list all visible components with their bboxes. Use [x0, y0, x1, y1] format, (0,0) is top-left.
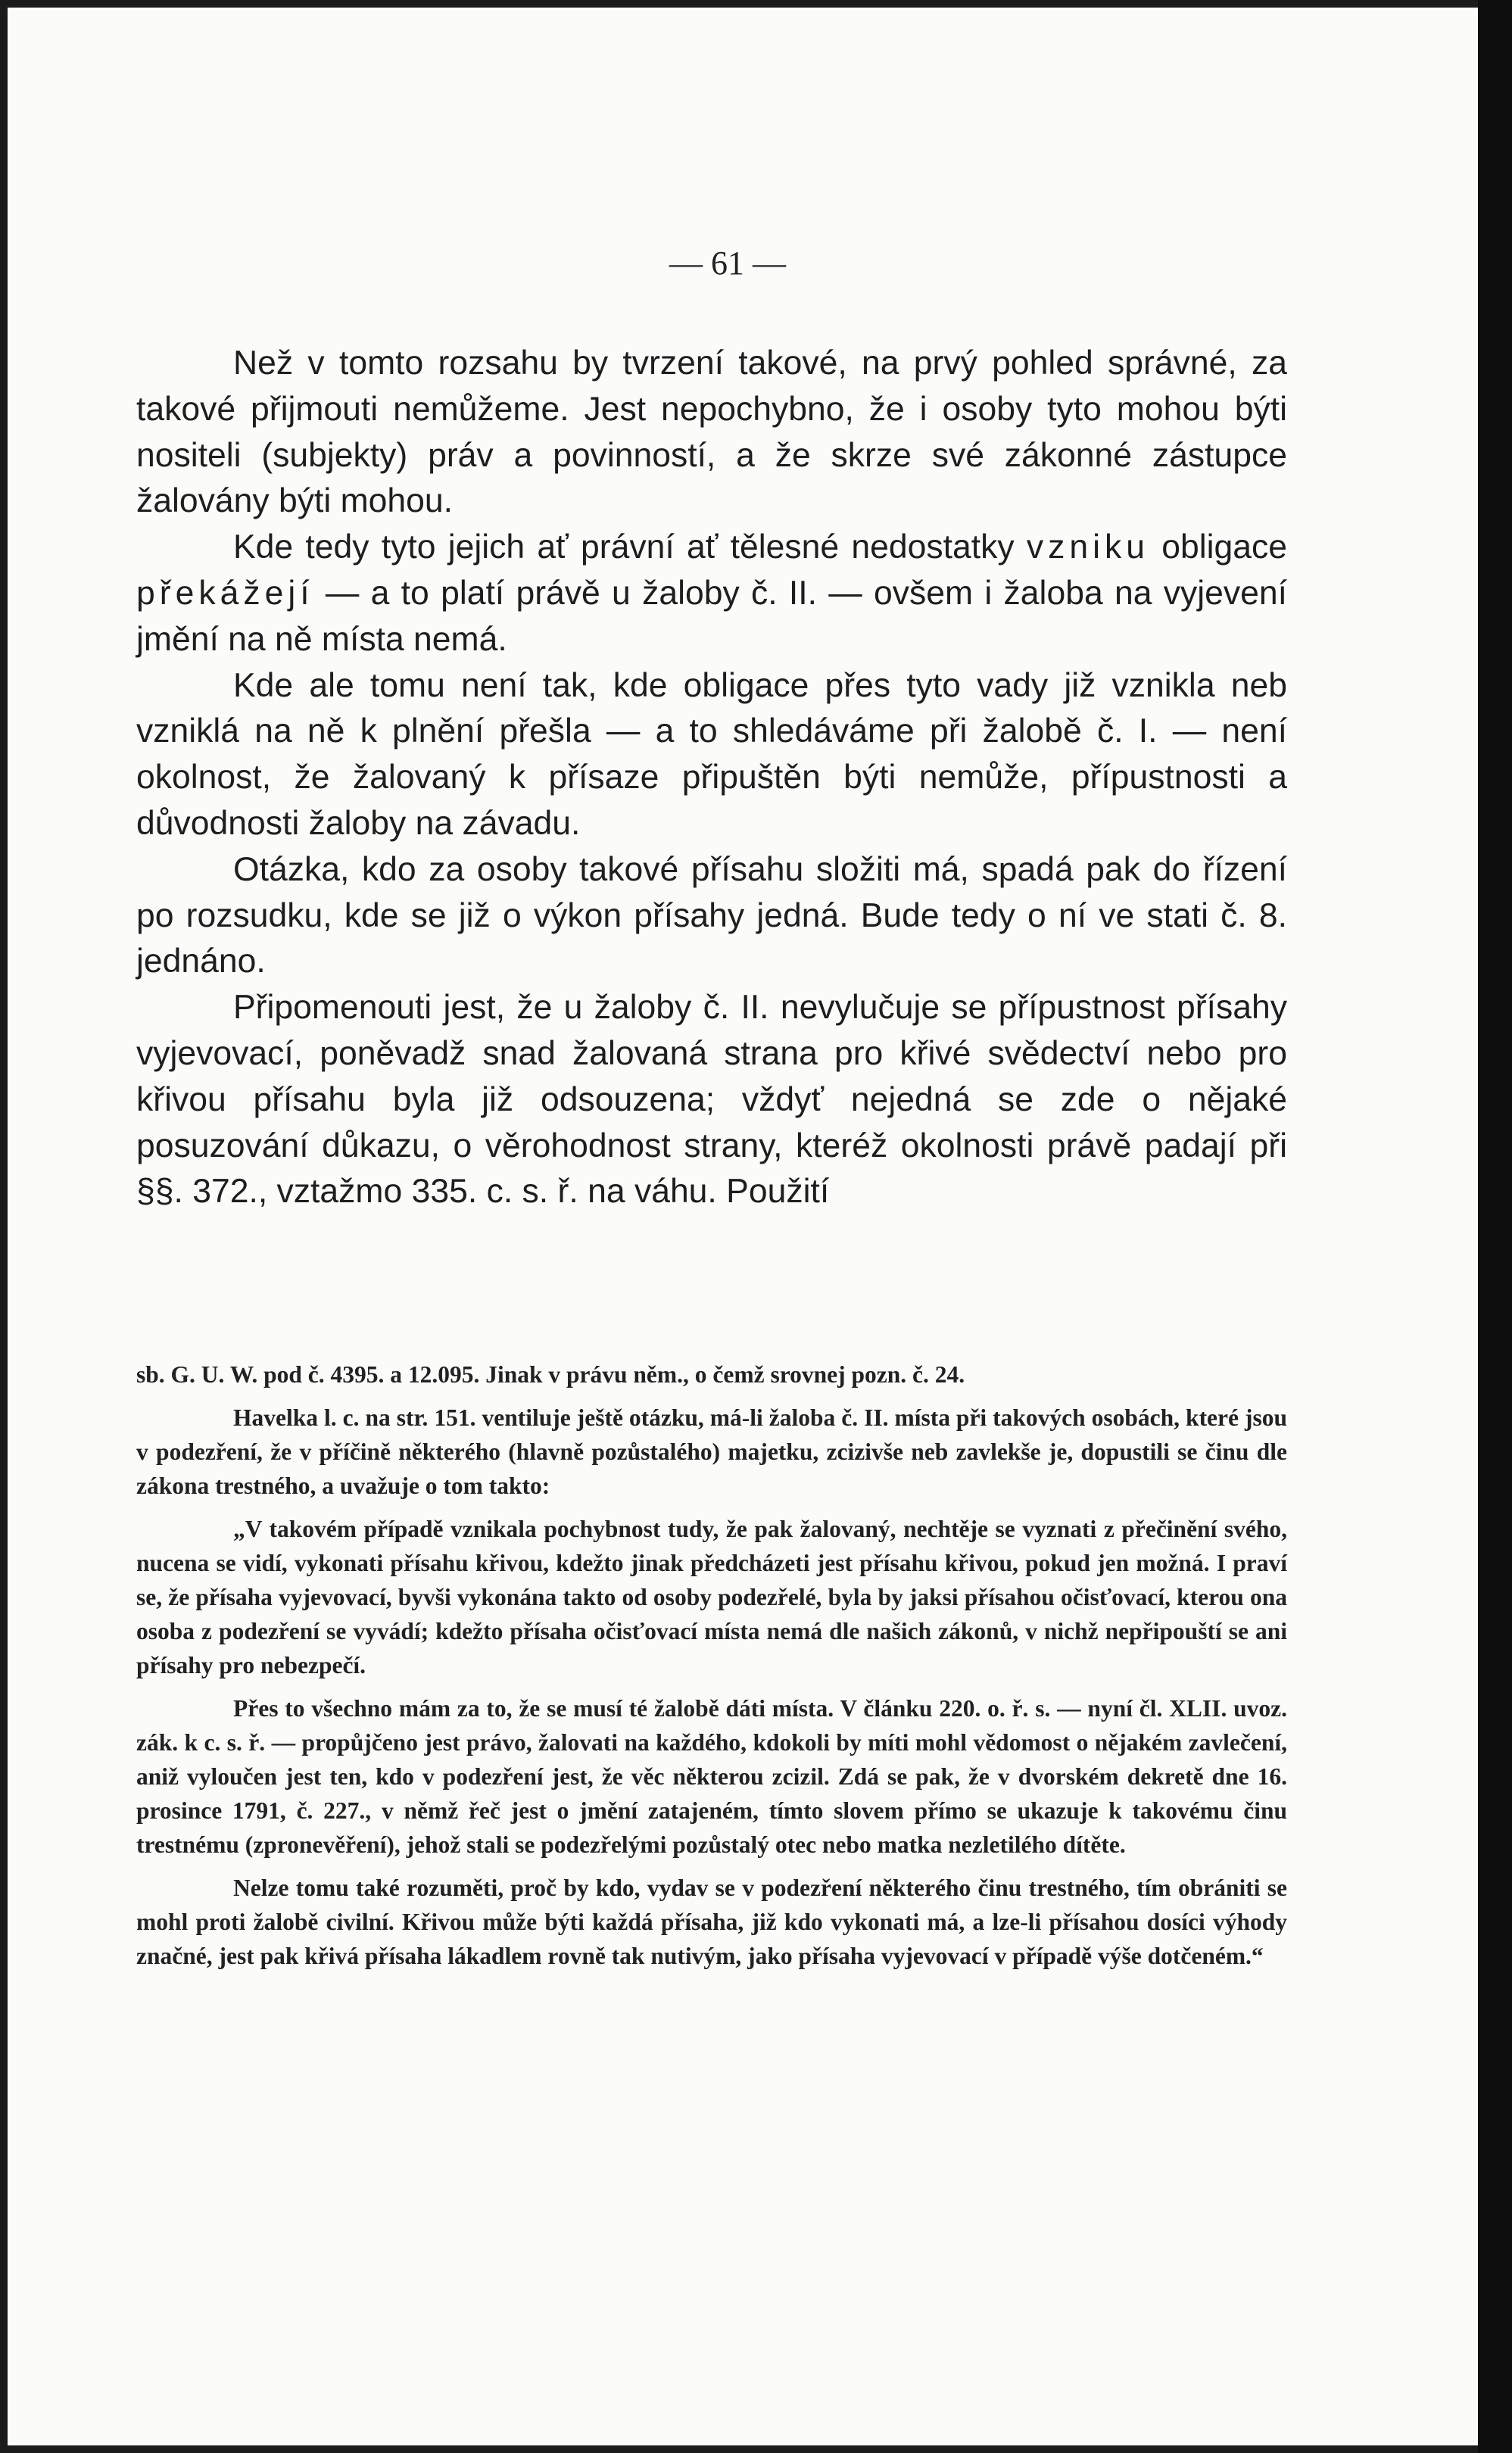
footnote-paragraph: Nelze tomu také rozuměti, proč by kdo, vydav se v podezření některého činu trestného, tím obrániti se mohl proti žalobě civilní. Křivou může býti každá přísaha, již kdo vykonati má, a lze-li přísahou dosíci výhody značné, jest pak křivá přísaha lákadlem rovně tak nutivým, jako přísaha vyjevovací v případě výše dotčeném.“ [136, 1875, 1287, 1969]
page-number: — 61 — [669, 245, 786, 282]
footnote-paragraph: Havelka l. c. na str. 151. ventiluje ještě otázku, má-li žaloba č. II. místa při takových osobách, které jsou v podezření, že v příčině některého (hlavně pozůstalého) majetku, zcizivše neb zavlekše je, dopustili se činu dle zákona trestného, a uvažuje o tom takto: [136, 1404, 1287, 1499]
emphasis-spaced: překážejí [136, 574, 314, 612]
footnote-paragraph: Přes to všechno mám za to, že se musí té žalobě dáti místa. V článku 220. o. ř. s. — nyní čl. XLII. uvoz. zák. k c. s. ř. — propůjčeno jest právo, žalovati na každého, kdokoli by míti mohl vědomost o nějakém zavlečení, aniž vyloučen jest ten, kdo v podezření jest, že věc některou zcizil. Zdá se pak, že v dvorském dekretě dne 16. prosince 1791, č. 227., v němž řeč jest o jmění zatajeném, tímto slovem přímo se ukazuje k takovému činu trestnému (zpronevěření), jehož stali se podezřelými pozůstalý otec nebo matka nezletilého dítěte. [136, 1695, 1287, 1858]
scan-border [1478, 0, 1512, 2453]
footnote-quote: „V takovém případě vznikala pochybnost tudy, že pak žalovaný, nechtěje se vyznati z přečinění svého, nucena se vidí, vykonati přísahu křivou, kdežto jinak předcházeti jest přísahu křivou, pokud jen možná. I praví se, že přísaha vyjevovací, byvši vykonána takto od osoby podezřelé, byla by jaksi přísahou očisťovací, kterou ona osoba z podezření se vyvádí; kdežto přísaha očisťovací místa nemá dle našich zákonů, v nichž nepřipouští se ani přísahy pro nebezpečí. [136, 1516, 1287, 1678]
emphasis-spaced: vzniku [1026, 528, 1149, 566]
paragraph: Otázka, kdo za osoby takové přísahu složiti má, spadá pak do řízení po rozsudku, kde se již o výkon přísahy jedná. Bude tedy o ní ve stati č. 8. jednáno. [136, 850, 1287, 980]
text-run: obligace [1149, 528, 1287, 566]
footnote-continuation: sb. G. U. W. pod č. 4395. a 12.095. Jinak v právu něm., o čemž srovnej pozn. č. 24. [136, 1361, 965, 1388]
text-run: — a to platí právě u žaloby č. II. — ovšem i žaloba na vyjevení jmění na ně místa nemá. [136, 574, 1287, 658]
footnotes [136, 1357, 1287, 1973]
main-text [136, 341, 1287, 1215]
paragraph [136, 525, 1287, 662]
book-page [8, 8, 1478, 2445]
text-run: Kde tedy tyto jejich ať právní ať tělesné nedostatky [233, 528, 1027, 566]
paragraph: Než v tomto rozsahu by tvrzení takové, na prvý pohled správné, za takové přijmouti nemůžeme. Jest nepochybno, že i osoby tyto mohou býti nositeli (subjekty) práv a povinností, a že skrze své zákonné zástupce žalovány býti mohou. [136, 344, 1287, 520]
paragraph: Kde ale tomu není tak, kde obligace přes tyto vady již vznikla neb vzniklá na ně k plnění přešla — a to shledáváme při žalobě č. I. — není okolnost, že žalovaný k přísaze připuštěn býti nemůže, přípustnosti a důvodnosti žaloby na závadu. [136, 666, 1287, 842]
paragraph: Připomenouti jest, že u žaloby č. II. nevylučuje se přípustnost přísahy vyjevovací, poněvadž snad žalovaná strana pro křivé svědectví nebo pro křivou přísahu byla již odsouzena; vždyť nejedná se zde o nějaké posuzování důkazu, o věrohodnost strany, kteréž okolnosti právě padají při §§. 372., vztažmo 335. c. s. ř. na váhu. Použití [136, 989, 1287, 1211]
